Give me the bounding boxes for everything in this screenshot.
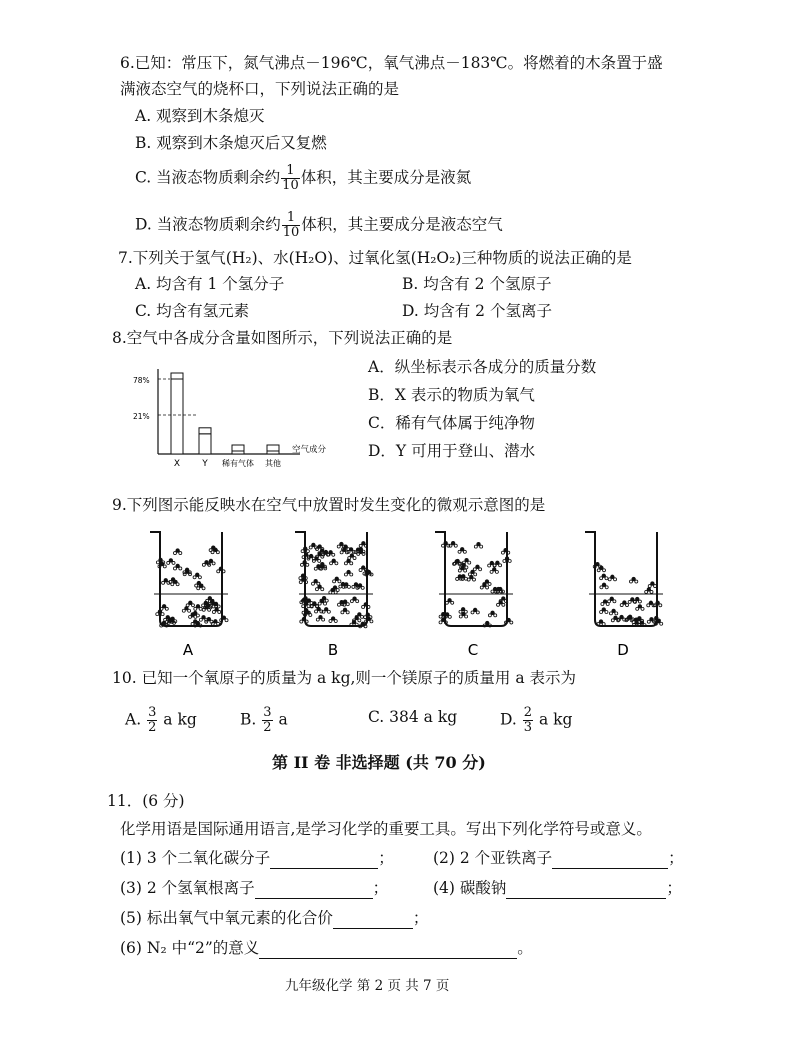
molecule bbox=[194, 604, 202, 610]
option-label-d: D bbox=[617, 641, 629, 659]
q6-stem-line1: 6.已知：常压下，氮气沸点－196℃，氧气沸点－183℃。将燃着的木条置于盛 bbox=[120, 54, 663, 72]
fraction bbox=[147, 706, 157, 735]
ytick-label: 78% bbox=[133, 376, 150, 385]
molecule bbox=[193, 573, 201, 579]
molecule bbox=[445, 598, 453, 604]
molecule bbox=[344, 570, 352, 576]
beaker-a bbox=[150, 532, 228, 627]
molecule bbox=[333, 577, 341, 583]
q6-option-c-suffix: 体积，其主要成分是液氮 bbox=[300, 168, 472, 187]
fraction-numerator: 3 bbox=[263, 705, 272, 720]
molecule bbox=[341, 608, 349, 614]
molecule bbox=[316, 615, 324, 621]
molecule bbox=[600, 583, 608, 589]
period: 。 bbox=[517, 939, 533, 957]
molecule bbox=[350, 597, 358, 603]
beaker-diagrams bbox=[140, 528, 680, 663]
molecule bbox=[329, 616, 337, 622]
molecule bbox=[173, 548, 181, 554]
fraction bbox=[523, 706, 533, 735]
molecule bbox=[311, 579, 319, 585]
q8-option-b: B．X 表示的物质为氧气 bbox=[368, 386, 535, 404]
q7-stem: 7.下列关于氢气(H₂)、水(H₂O)、过氧化氢(H₂O₂)三种物质的说法正确的是 bbox=[118, 249, 632, 267]
q11-item-2 bbox=[433, 847, 684, 869]
molecule bbox=[458, 547, 466, 553]
q7-option-c: C. 均含有氢元素 bbox=[135, 302, 250, 320]
molecule bbox=[173, 564, 181, 570]
separator: ； bbox=[372, 879, 389, 897]
item-2-label: (2) 2 个亚铁离子 bbox=[433, 849, 553, 867]
beaker-b bbox=[295, 532, 373, 628]
molecule bbox=[300, 617, 308, 623]
fraction-numerator: 1 bbox=[282, 211, 301, 226]
molecule bbox=[322, 607, 330, 613]
molecule bbox=[493, 561, 501, 567]
q7-option-d: D. 均含有 2 个氢离子 bbox=[402, 302, 552, 320]
molecule bbox=[633, 597, 641, 603]
fraction-denominator: 3 bbox=[523, 720, 533, 735]
separator: ； bbox=[378, 849, 394, 867]
molecule bbox=[220, 616, 228, 622]
q11-item-4 bbox=[433, 877, 682, 899]
molecule bbox=[600, 574, 608, 580]
q9-stem: 9.下列图示能反映水在空气中放置时发生变化的微观示意图的是 bbox=[112, 496, 546, 514]
molecule bbox=[182, 606, 190, 612]
fraction-denominator: 10 bbox=[282, 225, 300, 240]
q6-option-c bbox=[135, 164, 471, 193]
q7-option-a: A. 均含有 1 个氢分子 bbox=[135, 275, 285, 293]
item-1-label: (1) 3 个二氧化碳分子 bbox=[120, 849, 271, 867]
molecule bbox=[620, 600, 628, 606]
category-label: Y bbox=[202, 459, 208, 469]
separator: ； bbox=[666, 879, 682, 897]
molecule bbox=[186, 601, 194, 607]
option-a-label: A. bbox=[125, 710, 142, 729]
fraction bbox=[282, 211, 301, 240]
q8-stem: 8.空气中各成分含量如图所示，下列说法正确的是 bbox=[112, 329, 453, 347]
q6-option-b: B. 观察到木条熄灭后又复燃 bbox=[135, 134, 327, 152]
molecule bbox=[608, 575, 616, 581]
q7-option-b: B. 均含有 2 个氢原子 bbox=[402, 275, 552, 293]
q11-intro: 化学用语是国际通用语言,是学习化学的重要工具。写出下列化学符号或意义。 bbox=[120, 820, 652, 838]
q10-option-a bbox=[125, 706, 197, 735]
item-5-label: (5) 标出氧气中氧元素的化合价 bbox=[120, 909, 333, 927]
molecule bbox=[648, 581, 656, 587]
q10-option-b bbox=[240, 706, 288, 735]
bar-1 bbox=[199, 434, 211, 454]
molecule bbox=[636, 604, 644, 610]
molecule bbox=[217, 567, 225, 573]
molecule bbox=[330, 559, 338, 565]
q11-item-5 bbox=[120, 907, 428, 929]
item-3-label: (3) 2 个氢氧根离子 bbox=[120, 879, 255, 897]
molecule bbox=[167, 558, 175, 564]
molecule bbox=[315, 585, 323, 591]
category-label: X bbox=[173, 459, 181, 469]
fraction-denominator: 10 bbox=[282, 178, 299, 193]
beaker-d bbox=[585, 532, 663, 627]
fraction bbox=[262, 706, 272, 735]
q10-option-d bbox=[500, 706, 572, 735]
fraction-denominator: 2 bbox=[148, 720, 157, 735]
air-composition-chart bbox=[130, 365, 360, 475]
option-b-unit: a bbox=[278, 710, 288, 729]
option-d-unit: a kg bbox=[538, 710, 573, 729]
molecule bbox=[348, 553, 356, 559]
separator: ； bbox=[412, 909, 429, 927]
page-footer: 九年级化学 第 2 页 共 7 页 bbox=[285, 978, 450, 994]
bar-0 bbox=[171, 379, 183, 454]
molecule bbox=[629, 577, 637, 583]
option-b-label: B. bbox=[240, 710, 257, 729]
molecule bbox=[480, 583, 488, 589]
molecule bbox=[299, 577, 307, 583]
item-6-label: (6) N₂ 中“2”的意义 bbox=[120, 939, 260, 957]
category-label: 其他 bbox=[265, 459, 281, 468]
q11-item-6 bbox=[120, 937, 533, 959]
category-label: 稀有气体 bbox=[222, 459, 254, 468]
fraction-denominator: 2 bbox=[263, 720, 272, 735]
q10-stem: 10. 已知一个氧原子的质量为 a kg,则一个镁原子的质量用 a 表示为 bbox=[112, 669, 577, 687]
q6-stem-line2: 满液态空气的烧杯口，下列说法正确的是 bbox=[120, 80, 400, 98]
molecule bbox=[162, 578, 170, 584]
option-label-a: A bbox=[182, 641, 194, 659]
q8-option-d: D．Y 可用于登山、潜水 bbox=[368, 442, 536, 460]
fraction-numerator: 3 bbox=[148, 705, 157, 720]
fraction bbox=[281, 164, 300, 193]
item-4-label: (4) 碳酸钠 bbox=[433, 879, 507, 897]
molecule bbox=[362, 602, 370, 608]
fraction-numerator: 1 bbox=[281, 164, 300, 179]
bar-cap-3 bbox=[267, 445, 279, 451]
molecule bbox=[609, 609, 617, 615]
molecule bbox=[160, 604, 168, 610]
answer-blank[interactable] bbox=[552, 850, 668, 869]
q8-option-c: C．稀有气体属于纯净物 bbox=[368, 414, 535, 432]
option-d-label: D. bbox=[500, 710, 517, 729]
q6-option-d-prefix: D. 当液态物质剩余约 bbox=[135, 215, 281, 234]
q11-item-1 bbox=[120, 847, 394, 869]
molecule bbox=[501, 548, 509, 554]
molecule bbox=[490, 567, 498, 573]
answer-blank[interactable] bbox=[333, 910, 413, 929]
molecule bbox=[471, 608, 479, 614]
bar-cap-1 bbox=[199, 428, 211, 434]
molecule bbox=[645, 587, 653, 593]
molecule bbox=[449, 541, 457, 547]
molecule bbox=[608, 597, 616, 603]
separator: ； bbox=[668, 849, 684, 867]
section-title: 第 II 卷 非选择题 (共 70 分) bbox=[272, 753, 486, 772]
molecule bbox=[497, 600, 505, 606]
option-a-unit: a kg bbox=[163, 710, 197, 729]
molecule bbox=[473, 565, 481, 571]
q11-header: 11．(6 分) bbox=[107, 792, 185, 810]
answer-blank[interactable] bbox=[259, 940, 517, 959]
ytick-label: 21% bbox=[133, 412, 150, 421]
molecule bbox=[474, 542, 482, 548]
option-label-b: B bbox=[327, 641, 339, 659]
answer-blank[interactable] bbox=[270, 850, 378, 869]
option-label-c: C bbox=[467, 641, 479, 659]
q10-option-c: C. 384 a kg bbox=[368, 708, 458, 726]
q6-option-a: A. 观察到木条熄灭 bbox=[135, 107, 265, 125]
answer-blank[interactable] bbox=[255, 880, 373, 899]
q11-item-3 bbox=[120, 877, 388, 899]
molecule bbox=[488, 611, 496, 617]
q6-option-d bbox=[135, 211, 503, 240]
molecule bbox=[600, 607, 608, 613]
q8-option-a: A．纵坐标表示各成分的质量分数 bbox=[368, 358, 597, 376]
bar-cap-0 bbox=[171, 373, 183, 379]
bar-cap-2 bbox=[232, 445, 244, 451]
answer-blank[interactable] bbox=[506, 880, 666, 899]
q6-option-c-prefix: C. 当液态物质剩余约 bbox=[135, 168, 281, 187]
x-axis-label: 空气成分 bbox=[292, 445, 327, 455]
q6-option-d-suffix: 体积，其主要成分是液态空气 bbox=[301, 215, 503, 234]
beaker-c bbox=[435, 532, 513, 627]
fraction-numerator: 2 bbox=[523, 705, 533, 720]
